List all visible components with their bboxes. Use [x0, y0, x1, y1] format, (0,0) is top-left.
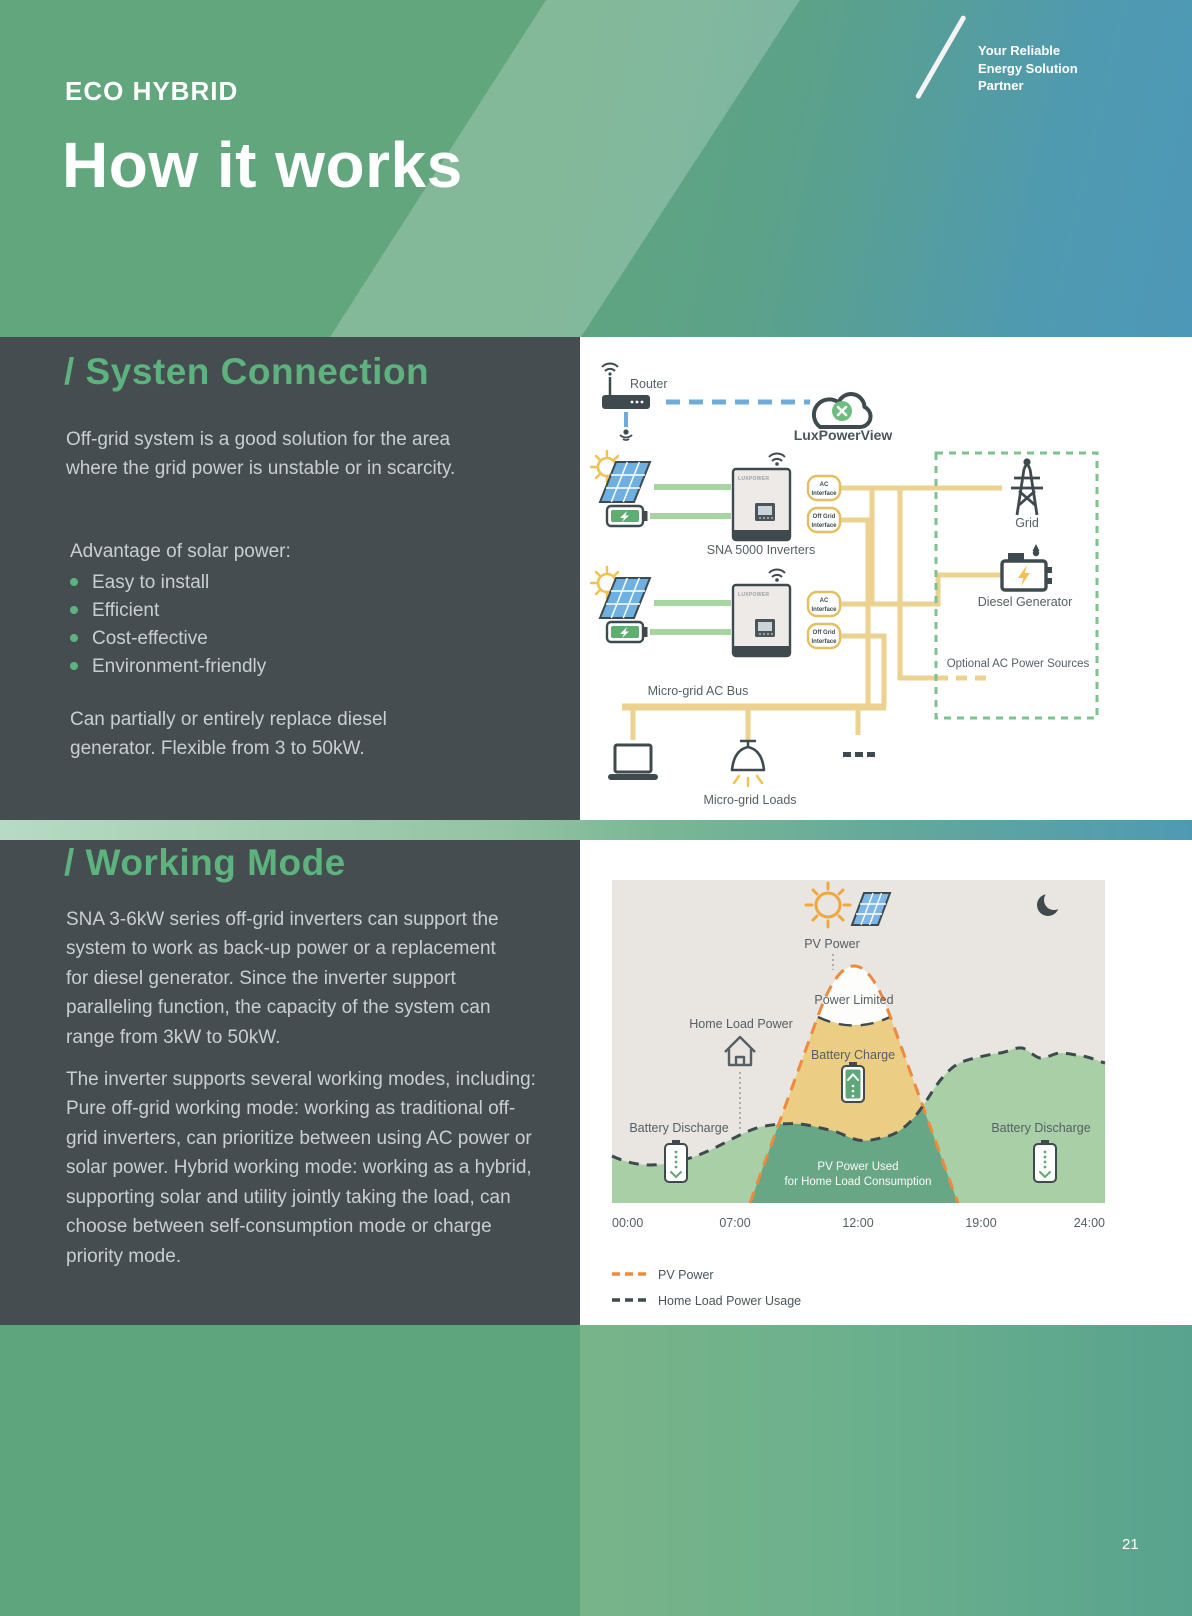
x-tick: 12:00 [842, 1216, 874, 1230]
grid-tower-icon [1011, 460, 1043, 515]
working-mode-chart [560, 820, 1192, 1325]
header-banner [0, 0, 1192, 337]
loads-label: Micro-grid Loads [703, 793, 797, 807]
list-item: Cost-effective [70, 625, 266, 653]
battery-charge-icon [842, 1062, 864, 1102]
brand-tagline [978, 42, 1078, 95]
battery-icon [607, 506, 648, 526]
page-title: How it works [62, 129, 463, 201]
legend-label-pv: PV Power [658, 1268, 714, 1282]
section-heading-working-mode: / Working Mode [64, 842, 346, 883]
ac-bus-label: Micro-grid AC Bus [647, 684, 749, 698]
page-number: 21 [1122, 1536, 1139, 1553]
svg-text:AC: AC [819, 482, 829, 488]
pv-power-label: PV Power [804, 937, 860, 951]
home-load-label: Home Load Power [689, 1017, 793, 1031]
solar-panel-icon [600, 578, 650, 618]
diesel-label: Diesel Generator [977, 595, 1073, 609]
ac-interface-box [808, 592, 840, 616]
svg-text:Interface: Interface [811, 491, 837, 497]
section-heading-system-connection: / Systen Connection [64, 351, 430, 392]
system-connection-intro: Off-grid system is a good solution for the area where the grid power is unstable or in scarcity. [66, 429, 456, 480]
system-connection-diagram [580, 337, 1192, 820]
offgrid-interface-box [808, 624, 840, 648]
chart-legend [612, 1268, 801, 1308]
x-tick: 00:00 [612, 1216, 644, 1230]
tagline-line: Your Reliable [978, 43, 1061, 58]
diesel-generator-icon [1002, 544, 1052, 590]
x-tick: 24:00 [1073, 1216, 1105, 1230]
battery-charge-label: Battery Charge [810, 1048, 896, 1062]
inverter-icon [733, 454, 790, 540]
svg-text:Off Grid: Off Grid [812, 630, 836, 636]
svg-text:Interface: Interface [811, 639, 837, 645]
brand-slash-icon [915, 15, 967, 100]
advantages-list [70, 569, 266, 681]
lamp-icon [732, 741, 764, 786]
battery-icon [607, 622, 648, 642]
pv-used-label-line1: PV Power Used [817, 1161, 899, 1173]
svg-text:Interface: Interface [811, 607, 837, 613]
cloud-label: LuxPowerView [793, 427, 893, 443]
optional-sources-label: Optional AC Power Sources [946, 658, 1090, 670]
working-mode-para1: SNA 3-6kW series off-grid inverters can support the system to work as back-up power or a replacement for diesel generator. Since the inverter support paralleling function, the capacity of the system can range from 3kW to 50kW. [66, 909, 499, 1048]
advantages-title: Advantage of solar power: [70, 541, 291, 562]
grid-label: Grid [1015, 516, 1039, 530]
working-mode-para2: The inverter supports several working modes, including: Pure off-grid working mode: working as traditional off-grid inverters, can prioritize between using AC power or solar power. Hybrid working mode: working as a hybrid, supporting solar and utility jointly taking the load, can choose between self-consumption mode or charge priority mode. [66, 1069, 536, 1267]
inverter-icon [733, 570, 790, 656]
inverters-label: SNA 5000 Inverters [706, 543, 816, 557]
battery-discharge-icon [665, 1140, 687, 1182]
system-connection-note: Can partially or entirely replace diesel generator. Flexible from 3 to 50kW. [70, 709, 387, 760]
pv-used-label-line2: for Home Load Consumption [784, 1176, 932, 1188]
luxpowerview-cloud-icon [814, 394, 871, 427]
offgrid-interface-box [808, 508, 840, 532]
svg-text:Interface: Interface [811, 523, 837, 529]
x-tick: 19:00 [965, 1216, 997, 1230]
battery-discharge-label: Battery Discharge [991, 1121, 1091, 1135]
battery-discharge-label: Battery Discharge [629, 1121, 729, 1135]
list-item: Easy to install [70, 569, 266, 597]
battery-discharge-icon [1034, 1140, 1056, 1182]
header-eyebrow: ECO HYBRID [65, 76, 239, 106]
list-item: Environment-friendly [70, 653, 266, 681]
tagline-line: Partner [978, 78, 1024, 94]
ellipsis-icon [843, 752, 875, 757]
tagline-line: Energy Solution [978, 60, 1078, 76]
legend-label-home-load: Home Load Power Usage [658, 1294, 802, 1308]
inverter-brand: LUXPOWER [738, 592, 770, 598]
router-label: Router [630, 377, 668, 391]
x-tick: 07:00 [719, 1216, 751, 1230]
svg-text:AC: AC [819, 598, 829, 604]
footer-band [0, 1325, 1192, 1616]
solar-panel-icon [600, 462, 650, 502]
svg-text:Off Grid: Off Grid [812, 514, 836, 520]
list-item: Efficient [70, 597, 266, 625]
laptop-icon [608, 745, 658, 780]
wifi-dongle-icon [620, 429, 632, 440]
inverter-brand: LUXPOWER [738, 476, 770, 482]
power-limited-label: Power Limited [814, 993, 894, 1007]
ac-interface-box [808, 476, 840, 500]
